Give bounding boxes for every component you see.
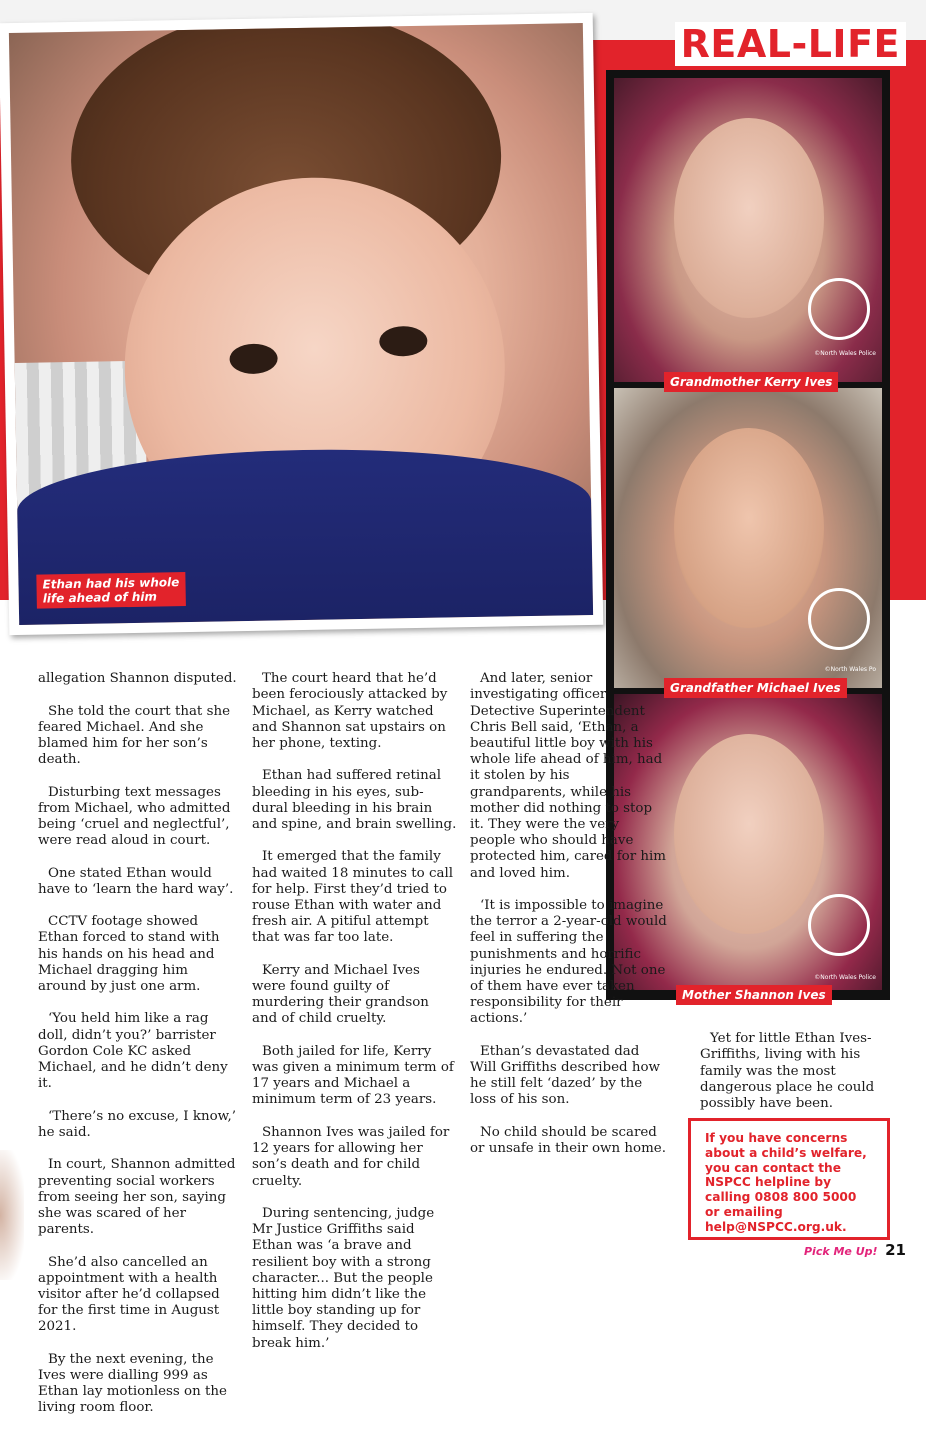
page-footer (804, 1240, 906, 1259)
paragraph: Kerry and Michael Ives were found guilty of murdering their grandson and of child cruelty. (252, 962, 429, 1027)
paragraph: CCTV footage showed Ethan forced to stand with his hands on his head and Michael dragging him around by just one arm. (38, 914, 220, 995)
police-crest-icon (808, 588, 870, 650)
paragraph: By the next evening, the Ives were dialling 999 as Ethan lay motionless on the living room floor. (38, 1351, 227, 1416)
mugshot-michael (614, 388, 882, 688)
paragraph: It emerged that the family had waited 18 minutes to call for help. First they’d tried to rouse Ethan with water and fresh air. A pitiful attempt that was far too late. (252, 849, 454, 946)
photo-credit: ©North Wales Police (814, 974, 876, 981)
photo-credit: ©North Wales Police (814, 350, 876, 357)
paragraph: No child should be scared or unsafe in their own home. (470, 1124, 666, 1157)
head (674, 428, 824, 628)
helpline-text: If you have concerns about a child’s welfare, you can contact the NSPCC helpline by calling 0808 800 5000 or emailing help@NSPCC.org.uk. (705, 1131, 867, 1234)
caption-shannon: Mother Shannon Ives (676, 985, 832, 1005)
head (674, 734, 824, 934)
article-column-1 (38, 655, 238, 1433)
paragraph: And later, senior investigating officer Detective Superintendent Chris Bell said, ‘Ethan, a beautiful little boy with his whole life ahead of him, had it stolen by his grandparents, while his mother did nothing to stop it. They were the very people who should have protected him, cared for him and loved him. (470, 671, 667, 881)
paragraph: Yet for little Ethan Ives-Griffiths, living with his family was the most dangerous place he could possibly have been. (700, 1031, 875, 1112)
caption-kerry: Grandmother Kerry Ives (664, 372, 838, 392)
paragraph: During sentencing, judge Mr Justice Griffiths said Ethan was ‘a brave and resilient boy with a strong character... But the people hitting him didn’t like the little boy standing up for himself. They decided to break him.’ (252, 1205, 435, 1351)
partial-image-edge (0, 1150, 24, 1280)
caption-line: life ahead of him (42, 589, 158, 606)
magazine-name: Pick Me Up! (803, 1245, 878, 1258)
section-label: REAL-LIFE (675, 22, 906, 66)
paragraph: In court, Shannon admitted preventing social workers from seeing her son, saying she was scared of her parents. (38, 1157, 236, 1238)
police-crest-icon (808, 278, 870, 340)
paragraph: Shannon Ives was jailed for 12 years for allowing her son’s death and for child cruelty. (252, 1124, 450, 1189)
paragraph: ‘You held him like a rag doll, didn’t you?’ barrister Gordon Cole KC asked Michael, and he didn’t deny it. (38, 1011, 228, 1092)
main-photo-ethan (0, 13, 603, 635)
paragraph: Ethan’s devastated dad Will Griffiths described how he still felt ‘dazed’ by the loss of his son. (470, 1043, 660, 1108)
mugshot-kerry (614, 78, 882, 382)
photo-image (9, 23, 593, 625)
paragraph: Disturbing text messages from Michael, who admitted being ‘cruel and neglectful’, were read aloud in court. (38, 784, 231, 849)
paragraph: She’d also cancelled an appointment with a health visitor after he’d collapsed for the first time in August 2021. (38, 1254, 220, 1335)
article-column-2 (252, 655, 457, 1368)
paragraph: One stated Ethan would have to ‘learn the hard way’. (38, 865, 234, 897)
photo-credit: ©North Wales Po (824, 666, 876, 673)
paragraph: Both jailed for life, Kerry was given a minimum term of 17 years and Michael a minimum term of 23 years. (252, 1043, 454, 1108)
article-column-4 (700, 1015, 890, 1128)
main-photo-caption (36, 572, 185, 609)
caption-line: Ethan had his whole (42, 575, 180, 592)
paragraph: ‘It is impossible to imagine the terror a 2-year-old would feel in suffering the punishments and horrific injuries he endured. Not one of them have ever taken responsibility for their actions.’ (470, 898, 667, 1027)
page-number: 21 (885, 1241, 906, 1259)
paragraph: She told the court that she feared Michael. And she blamed him for her son’s death. (38, 703, 230, 768)
caption-michael: Grandfather Michael Ives (664, 678, 847, 698)
paragraph: ‘There’s no excuse, I know,’ he said. (38, 1108, 237, 1140)
police-crest-icon (808, 894, 870, 956)
paragraph: Ethan had suffered retinal bleeding in his eyes, sub-dural bleeding in his brain and spine, and brain swelling. (252, 768, 457, 833)
nspcc-helpline-box (688, 1118, 890, 1240)
head (674, 118, 824, 318)
article-column-3 (470, 655, 668, 1174)
paragraph: allegation Shannon disputed. (38, 671, 237, 687)
paragraph: The court heard that he’d been ferociously attacked by Michael, as Kerry watched and Shannon sat upstairs on her phone, texting. (252, 671, 448, 752)
